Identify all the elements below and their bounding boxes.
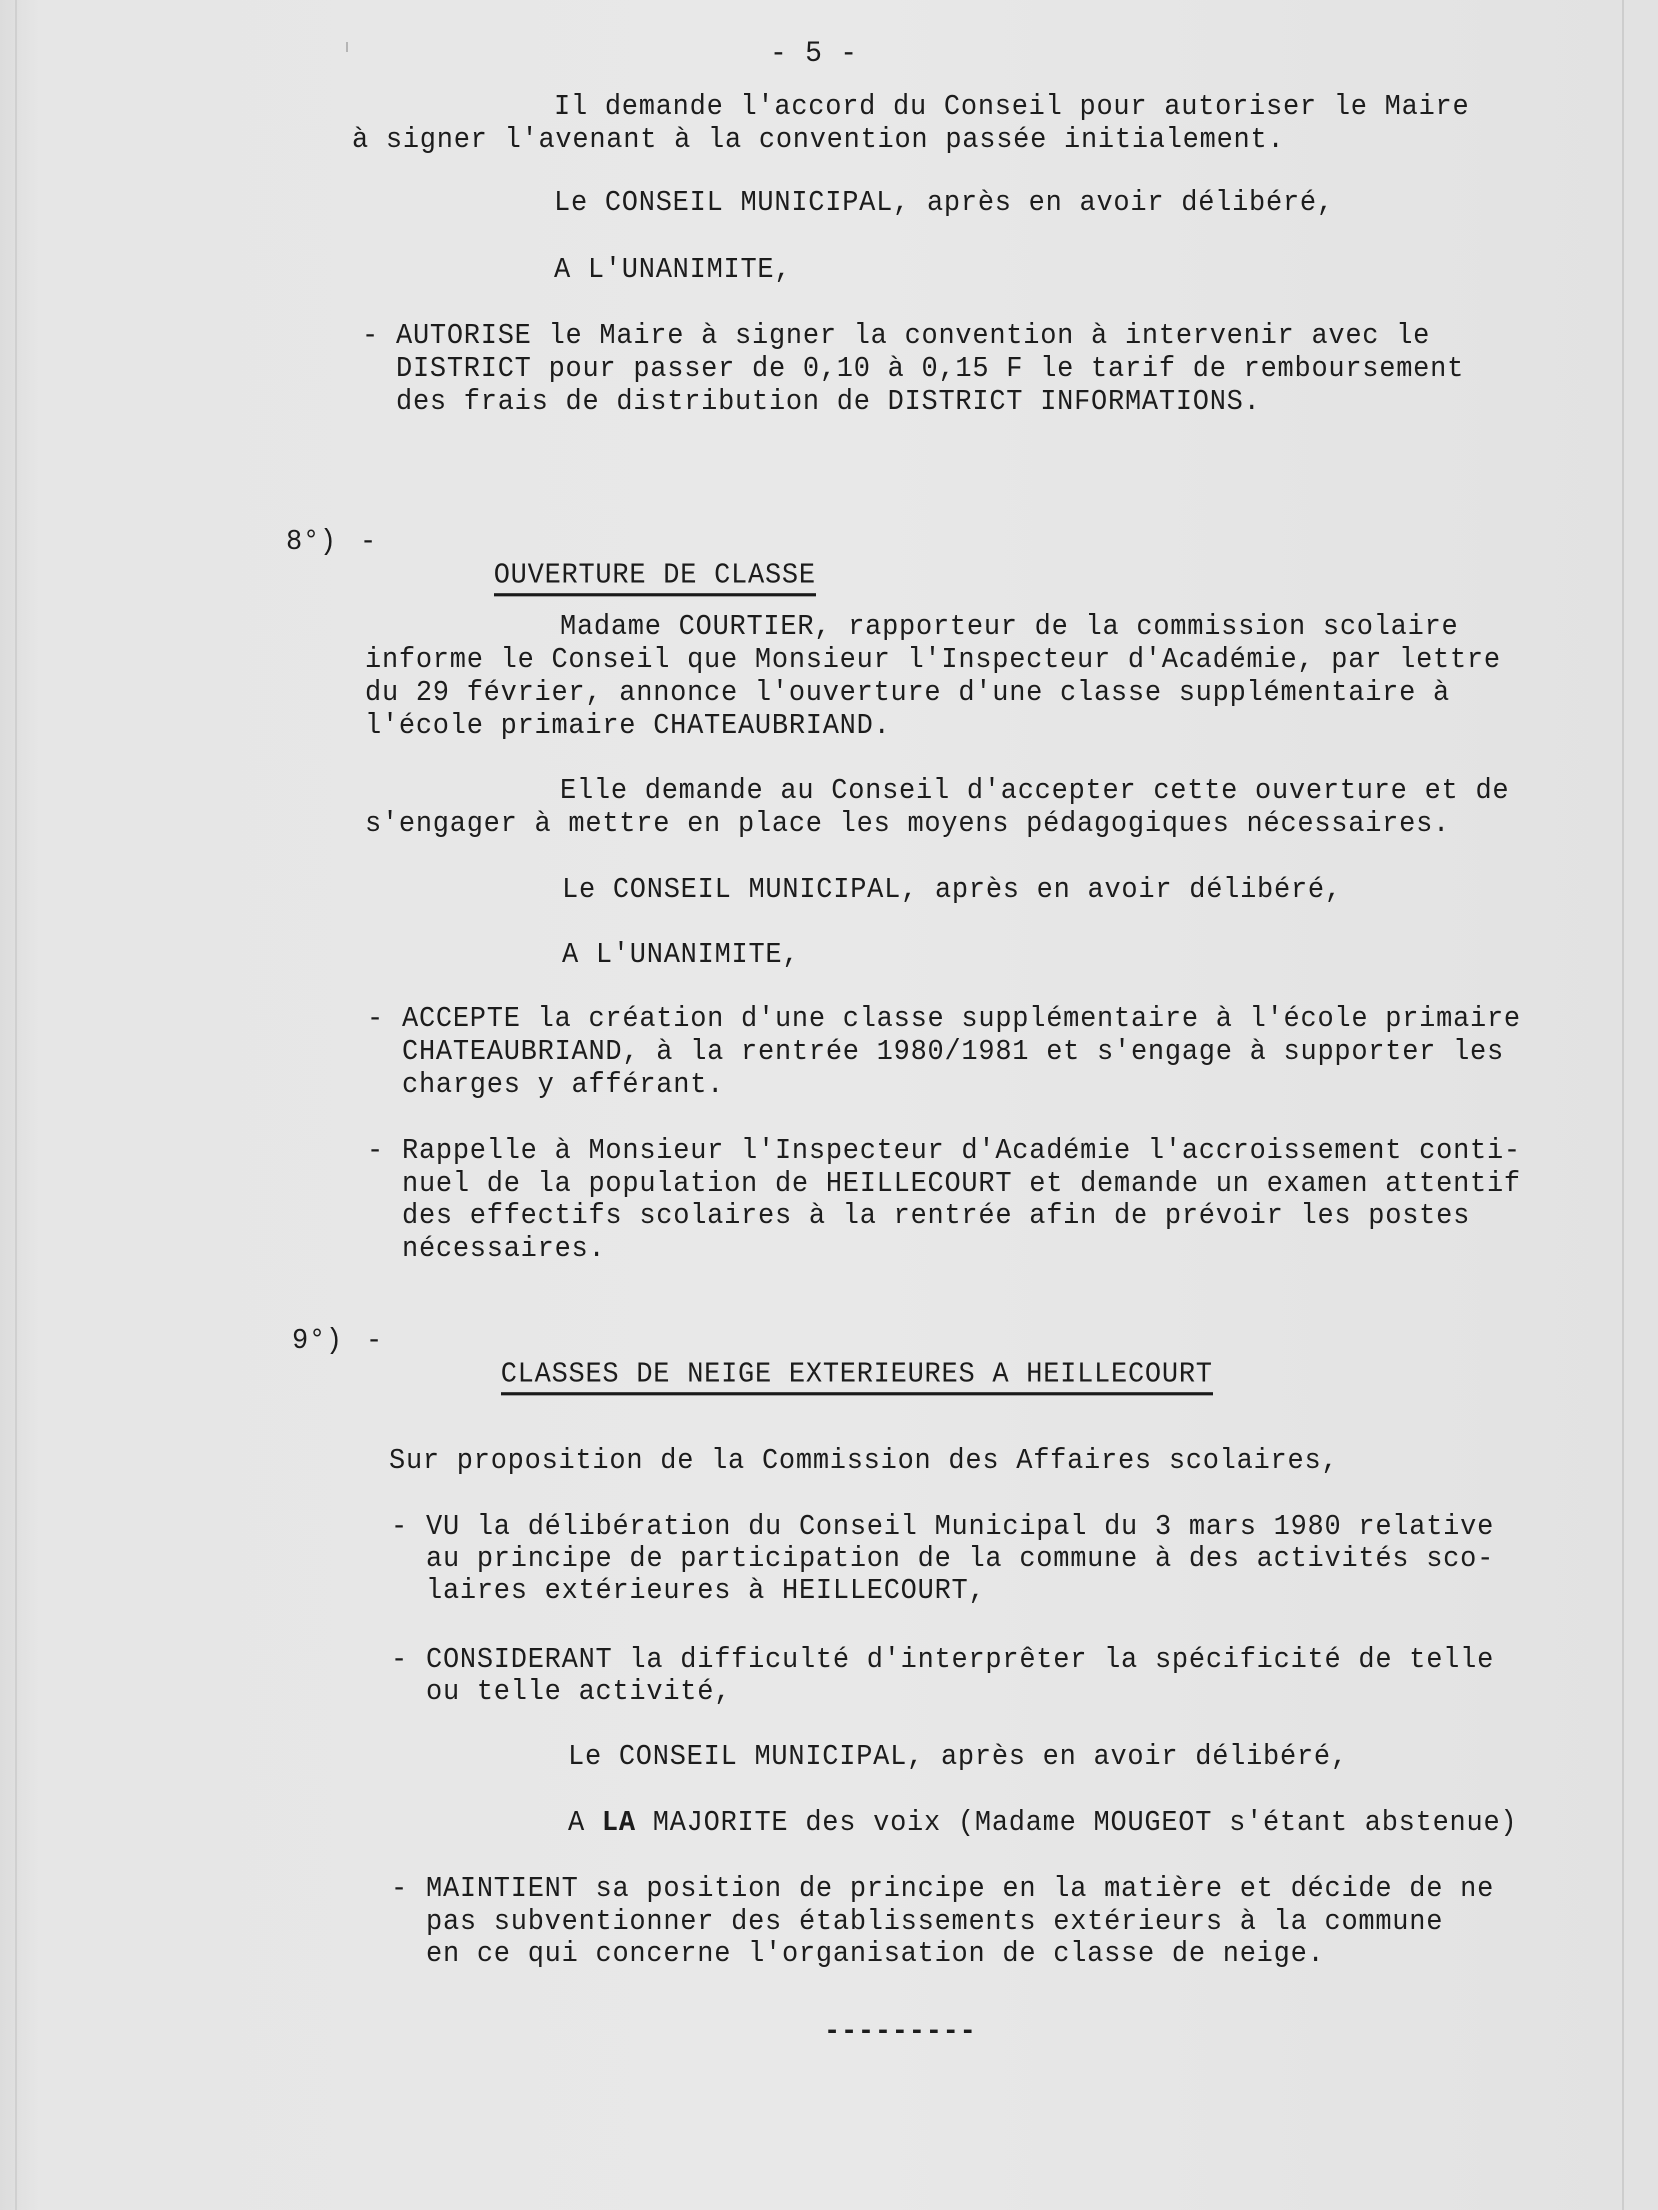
page-edge-right [1622,0,1624,2210]
section-heading [399,1325,1213,1426]
paragraph-line: informe le Conseil que Monsieur l'Inspecteur d'Académie, par lettre [365,645,1501,677]
decision-line: en ce qui concerne l'organisation de classe de neige. [426,1939,1325,1971]
vote-result [568,1807,1517,1841]
decision-line: des frais de distribution de DISTRICT INFORMATIONS. [396,387,1261,419]
deliberation-statement: Le CONSEIL MUNICIPAL, après en avoir délibéré, [568,1742,1348,1774]
decision-line: DISTRICT pour passer de 0,10 à 0,15 F le tarif de remboursement [396,354,1465,386]
page-number: - 5 - [770,38,858,71]
proposal-statement: Sur proposition de la Commission des Affaires scolaires, [389,1446,1339,1478]
deliberation-statement: Le CONSEIL MUNICIPAL, après en avoir délibéré, [562,875,1342,907]
list-dash: - [391,1874,408,1906]
list-dash: - [391,1645,408,1677]
section-title: OUVERTURE DE CLASSE [494,561,816,597]
vote-rest: MAJORITE des voix (Madame MOUGEOT s'étant abstenue) [635,1808,1518,1840]
section-number: 8°) [286,527,337,559]
decision-line: des effectifs scolaires à la rentrée afin de prévoir les postes [402,1201,1471,1233]
paragraph-line: s'engager à mettre en place les moyens pédagogiques nécessaires. [365,809,1450,841]
vote-bold: LA [601,1808,636,1840]
decision-line: AUTORISE le Maire à signer la convention à intervenir avec le [396,321,1431,353]
paragraph-line: du 29 février, annonce l'ouverture d'une classe supplémentaire à [365,678,1450,710]
vote-prefix: A [568,1808,602,1840]
intro-line: Il demande l'accord du Conseil pour autoriser le Maire [554,92,1470,124]
paragraph-line: Elle demande au Conseil d'accepter cette ouverture et de [560,776,1510,808]
consideration-line: VU la délibération du Conseil Municipal du 3 mars 1980 relative [426,1512,1495,1544]
paragraph-line: l'école primaire CHATEAUBRIAND. [365,711,891,743]
vote-result: A L'UNANIMITE, [554,255,792,287]
paper-mark [346,42,348,52]
section-title: CLASSES DE NEIGE EXTERIEURES A HEILLECOURT [501,1360,1213,1396]
decision-line: CHATEAUBRIAND, à la rentrée 1980/1981 et s'engage à supporter les [402,1037,1504,1069]
decision-line: nécessaires. [402,1234,606,1266]
end-separator: --------- [824,2017,977,2049]
intro-line: à signer l'avenant à la convention passée initialement. [352,125,1285,157]
section-dash: - [360,527,377,559]
list-dash: - [391,1512,408,1544]
decision-line: Rappelle à Monsieur l'Inspecteur d'Académie l'accroissement conti- [402,1136,1521,1168]
consideration-line: au principe de participation de la commune à des activités sco- [426,1544,1495,1576]
section-dash: - [366,1326,383,1358]
consideration-line: laires extérieures à HEILLECOURT, [426,1576,986,1608]
page-edge-left [15,0,17,2210]
deliberation-statement: Le CONSEIL MUNICIPAL, après en avoir délibéré, [554,188,1334,220]
decision-line: MAINTIENT sa position de principe en la matière et décide de ne [426,1874,1495,1906]
decision-line: nuel de la population de HEILLECOURT et demande un examen attentif [402,1169,1521,1201]
decision-line: charges y afférant. [402,1070,725,1102]
paragraph-line: Madame COURTIER, rapporteur de la commission scolaire [560,612,1459,644]
vote-result: A L'UNANIMITE, [562,940,800,972]
list-dash: - [367,1136,384,1168]
decision-line: pas subventionner des établissements extérieurs à la commune [426,1907,1444,1939]
decision-line: ACCEPTE la création d'une classe supplémentaire à l'école primaire [402,1004,1521,1036]
consideration-line: ou telle activité, [426,1677,732,1709]
section-number: 9°) [292,1326,343,1358]
consideration-line: CONSIDERANT la difficulté d'interprêter la spécificité de telle [426,1645,1495,1677]
list-dash: - [362,321,379,353]
list-dash: - [367,1004,384,1036]
